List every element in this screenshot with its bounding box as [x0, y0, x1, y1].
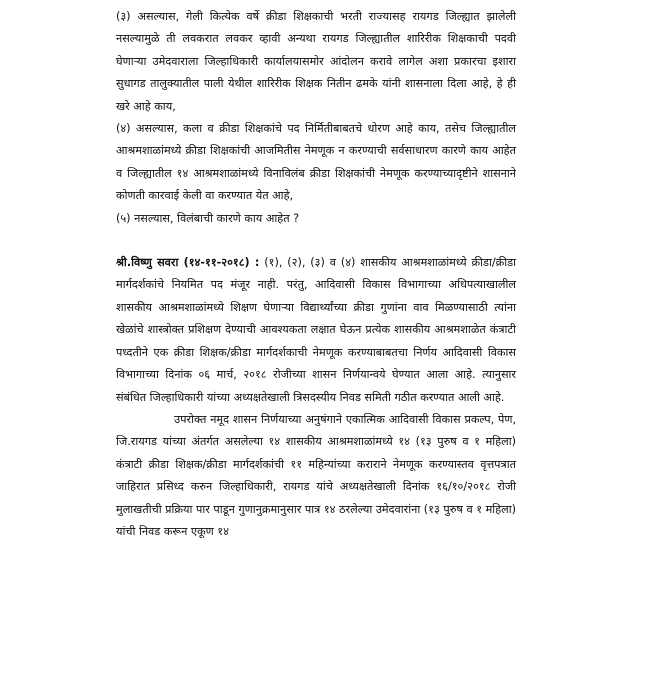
question-part-3: (३) असल्यास, गेली कित्येक वर्षे क्रीडा शिक्षकाची भरती राज्यासह रायगड जिल्ह्यात झालेली नसल्यामुळे ती लवकरात लवकर व्हावी अन्यथा रायगड जिल्ह्यातील शारिरीक शिक्षकाची पदवी घेणाऱ्या उमेदवाराला जिल्हाधिकारी कार्यालयासमोर आंदोलन करावे लागेल अशा प्रकारचा इशारा सुधागड तालुक्यातील पाली येथील शारिरीक शिक्षक नितीन ढमके यांनी शासनाला दिला आहे, हे ही खरे आहे काय, [116, 10, 516, 113]
section-gap [116, 230, 516, 252]
answer-speaker: श्री.विष्णु सवरा (१४-११-२०१८) : [116, 256, 260, 270]
question-part-5: (५) नसल्यास, विलंबाची कारणे काय आहेत ? [116, 211, 300, 225]
question-part-4: (४) असल्यास, कला व क्रीडा शिक्षकांचे पद निर्मितीबाबतचे धोरण आहे काय, तसेच जिल्ह्यातील आश्रमशाळांमध्ये क्रीडा शिक्षकांची आजमितीस नेमणूक न करण्याची सर्वसाधारण कारणे काय आहेत व जिल्ह्यातील १४ आश्रमशाळांमध्ये विनाविलंब क्रीडा शिक्षकांची नेमणूक करण्याच्यादृष्टीने शासनाने कोणती कारवाई केली वा करण्यात येत आहे, [116, 122, 516, 203]
answer-paragraph-2: उपरोक्त नमूद शासन निर्णयाच्या अनुषंगाने एकात्मिक आदिवासी विकास प्रकल्प, पेण, जि.रायगड यांच्या अंतर्गत असलेल्या १४ शासकीय आश्रमशाळांमध्ये १४ (१३ पुरुष व १ महिला) कंत्राटी क्रीडा शिक्षक/क्रीडा मार्गदर्शकांची ११ महिन्यांच्या कराराने नेमणूक करण्यास्तव वृत्तपत्रात जाहिरात प्रसिध्द करुन जिल्हाधिकारी, रायगड यांचे अध्यक्षतेखाली दिनांक १६/१०/२०१८ रोजी मुलाखतीची प्रक्रिया पार पाडून गुणानुक्रमानुसार पात्र १४ ठरलेल्या उमेदवारांना (१३ पुरुष व १ महिला) यांची निवड करून एकूण १४ [116, 412, 516, 538]
answer-paragraph-1 [116, 252, 516, 409]
document-page [116, 6, 516, 543]
answer-text-1: (१), (२), (३) व (४) शासकीय आश्रमशाळांमध्ये क्रीडा/क्रीडा मार्गदर्शकांचे नियमित पद मंजूर नाही. परंतु, आदिवासी विकास विभागाच्या अधिपत्याखालील शासकीय आश्रमशाळांमध्ये शिक्षण घेणाऱ्या विद्यार्थ्यांच्या क्रीडा गुणांना वाव मिळण्यासाठी त्यांना खेळांचे शास्त्रोक्त प्रशिक्षण देण्याची आवश्यकता लक्षात घेऊन प्रत्येक शासकीय आश्रमशाळेत कंत्राटी पध्दतीने एक क्रीडा शिक्षक/क्रीडा मार्गदर्शकाची नेमणूक करण्याबाबतचा निर्णय आदिवासी विकास विभागाच्या दिनांक ०६ मार्च, २०१८ रोजीच्या शासन निर्णयान्वये घेण्यात आला आहे. त्यानुसार संबंधित जिल्हाधिकारी यांच्या अध्यक्षतेखाली त्रिसदस्यीय निवड समिती गठीत करण्यात आली आहे. [116, 256, 516, 404]
